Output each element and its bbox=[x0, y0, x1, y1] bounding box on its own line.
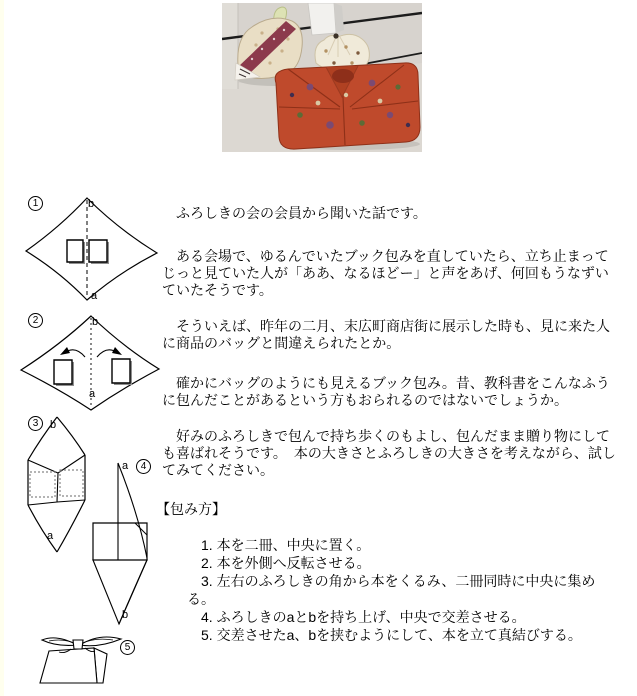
step-4-number: 4 bbox=[136, 459, 151, 474]
book-right bbox=[89, 240, 107, 262]
step-5-number: 5 bbox=[120, 640, 135, 655]
diagram-step-5 bbox=[35, 632, 127, 694]
book-left bbox=[67, 240, 83, 262]
paragraph-venue-story: ある会場で、ゆるんでいたブック包みを直していたら、立ち止まってじっと見ていた人が「ああ、なるほどー」と声をあげ、何回もうなずいていたそうです。 bbox=[162, 248, 609, 298]
label-b: b bbox=[88, 198, 95, 210]
label-b: b bbox=[122, 609, 129, 621]
diagram-step-3 bbox=[20, 414, 92, 556]
paragraph-intro: ふろしきの会の会員から聞いた話です。 bbox=[162, 205, 427, 221]
step-item-4: 4. ふろしきのaとbを持ち上げ、中央で交差させる。 bbox=[201, 609, 526, 625]
wrapped-bundle bbox=[93, 523, 147, 560]
section-title-wrapping-method: 【包み方】 bbox=[156, 501, 226, 517]
left-margin-strip bbox=[0, 0, 4, 696]
article-text bbox=[156, 0, 620, 696]
step-item-5: 5. 交差させたa、bを挟むようにして、本を立て真結びする。 bbox=[201, 627, 582, 643]
step-3-number: 3 bbox=[28, 416, 43, 431]
finished-package bbox=[40, 648, 97, 683]
step-item-2: 2. 本を外側へ反転させる。 bbox=[201, 555, 371, 571]
step-2-number: 2 bbox=[28, 313, 43, 328]
label-a: a bbox=[47, 530, 54, 542]
diagram-step-4 bbox=[88, 458, 153, 630]
label-a: a bbox=[122, 460, 129, 472]
book-right bbox=[112, 359, 130, 383]
step-list bbox=[187, 536, 617, 644]
bow-knot bbox=[73, 640, 83, 649]
paragraph-looks-like-bag: 確かにバッグのようにも見えるブック包み。昔、教科書をこんなふうに包んだことがあるという方もおられるのではないでしょうか。 bbox=[162, 375, 610, 408]
paragraph-try-it: 好みのふろしきで包んで持ち歩くのもよし、包んだまま贈り物にしても喜ばれそうです。 本の大きさとふろしきの大きさを考えながら、試してみてください。 bbox=[162, 428, 616, 478]
label-a: a bbox=[91, 290, 98, 302]
label-b: b bbox=[50, 419, 57, 431]
paragraph-shopping-street: そういえば、昨年の二月、末広町商店街に展示した時も、見に来た人に商品のバッグと間違えられたとか。 bbox=[162, 318, 610, 351]
step-item-1: 1. 本を二冊、中央に置く。 bbox=[201, 537, 371, 553]
step-1-number: 1 bbox=[28, 196, 43, 211]
label-a: a bbox=[89, 388, 96, 400]
book-left bbox=[54, 360, 72, 384]
label-b: b bbox=[92, 316, 99, 328]
step-item-3: 3. 左右のふろしきの角から本をくるみ、二冊同時に中央に集める。 bbox=[187, 573, 596, 607]
